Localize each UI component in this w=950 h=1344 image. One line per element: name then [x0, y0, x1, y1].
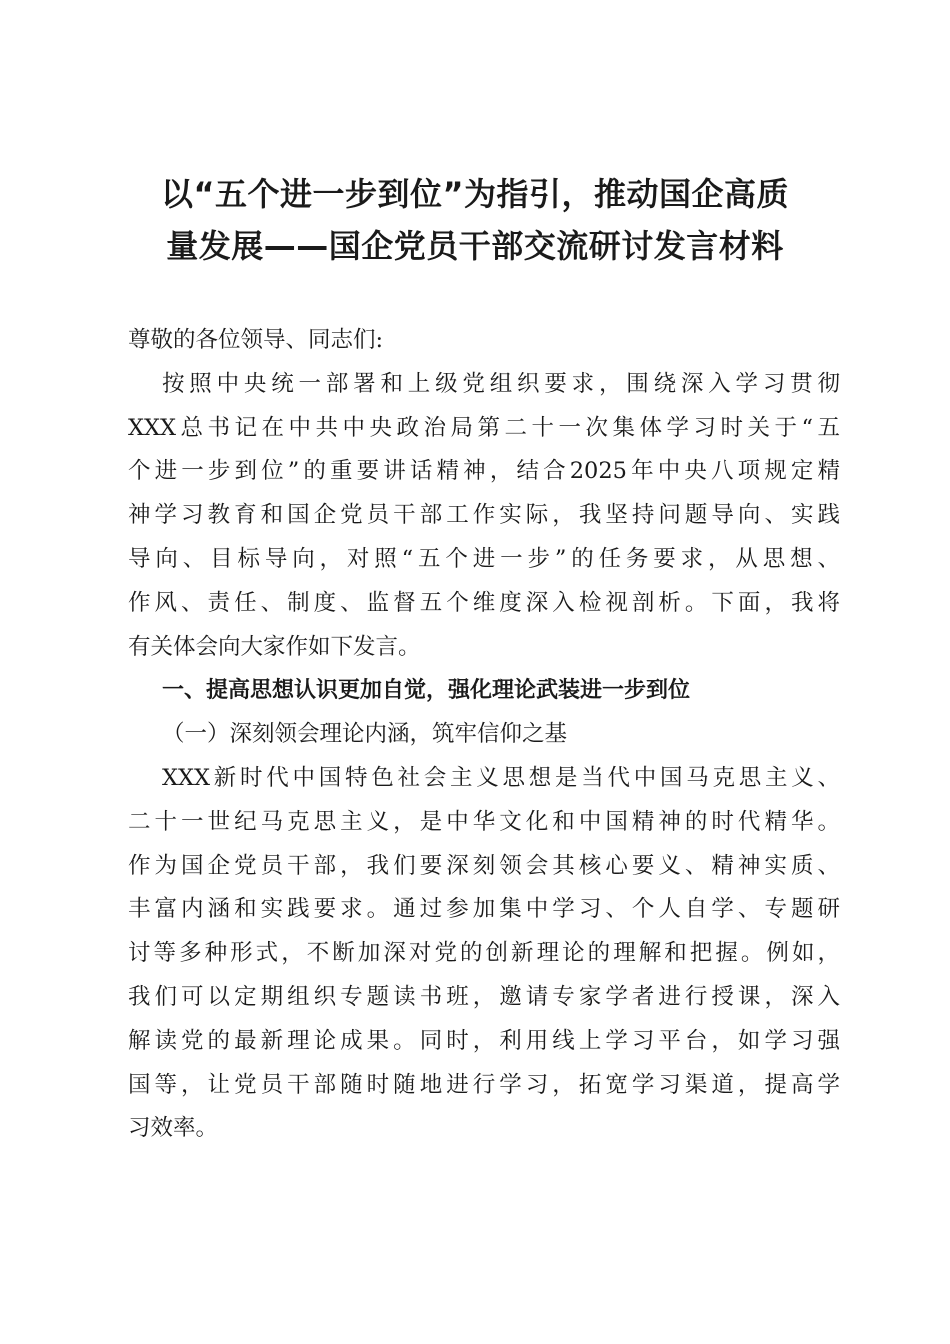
paragraph-line: 丰富内涵和实践要求。通过参加集中学习、个人自学、专题研	[128, 896, 840, 923]
title-line-1: 以“五个进一步到位”为指引，推动国企高质	[160, 175, 790, 213]
paragraph-line: 习效率。	[128, 1115, 219, 1142]
intro-line: 有关体会向大家作如下发言。	[128, 633, 421, 660]
title-line-2: 量发展——国企党员干部交流研讨发言材料	[166, 227, 784, 265]
paragraph-line: 作为国企党员干部，我们要深刻领会其核心要义、精神实质、	[128, 852, 840, 879]
paragraph-line: 国等，让党员干部随时随地进行学习，拓宽学习渠道，提高学	[128, 1071, 840, 1098]
paragraph-line: 二十一世纪马克思主义，是中华文化和中国精神的时代精华。	[128, 808, 840, 835]
intro-line: XXX总书记在中共中央政治局第二十一次集体学习时关于“五	[128, 414, 840, 441]
paragraph-line: XXX新时代中国特色社会主义思想是当代中国马克思主义、	[162, 764, 840, 791]
greeting: 尊敬的各位领导、同志们:	[128, 327, 384, 353]
intro-line: 个进一步到位”的重要讲话精神，结合2025年中央八项规定精	[128, 458, 840, 485]
paragraph-line: 我们可以定期组织专题读书班，邀请专家学者进行授课，深入	[128, 983, 840, 1010]
intro-line: 神学习教育和国企党员干部工作实际，我坚持问题导向、实践	[128, 502, 840, 529]
paragraph-line: 讨等多种形式，不断加深对党的创新理论的理解和把握。例如，	[128, 940, 840, 967]
document-body	[128, 319, 840, 1151]
intro-line: 作风、责任、制度、监督五个维度深入检视剖析。下面，我将	[128, 589, 840, 616]
document-title	[120, 168, 830, 272]
subsection-heading-1: （一）深刻领会理论内涵，筑牢信仰之基	[162, 721, 568, 748]
intro-line: 导向、目标导向，对照“五个进一步”的任务要求，从思想、	[128, 545, 840, 572]
paragraph-line: 解读党的最新理论成果。同时，利用线上学习平台，如学习强	[128, 1027, 840, 1054]
section-heading-1: 一、提高思想认识更加自觉，强化理论武装进一步到位	[162, 678, 691, 704]
intro-line: 按照中央统一部署和上级党组织要求，围绕深入学习贯彻	[162, 370, 840, 397]
